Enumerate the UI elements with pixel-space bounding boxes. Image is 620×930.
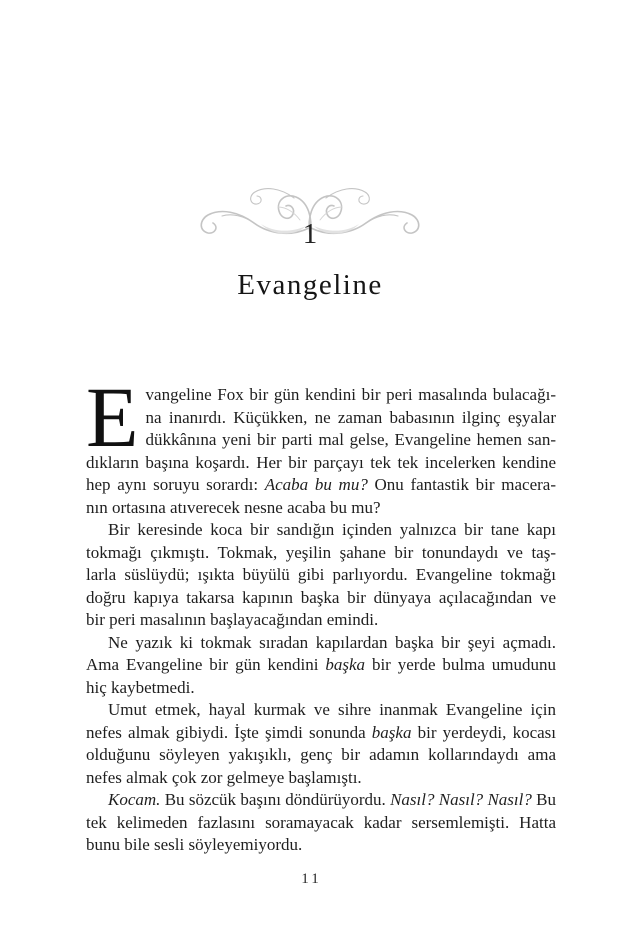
text-line: [86, 564, 556, 587]
text-segment: bir peri masalının başlayacağından emindi.: [86, 610, 379, 629]
text-line: [86, 767, 556, 790]
text-segment: hiç kaybetmedi.: [86, 677, 195, 697]
text-segment: Bir keresinde koca bir sandığın içinden yalnızca bir tane kapı: [108, 520, 556, 539]
text-segment: vangeline Fox bir gün kendini bir peri masalında bulacağı-: [145, 385, 556, 404]
text-line: [86, 384, 556, 407]
text-line: [86, 632, 556, 655]
text-segment: hep aynı soruyu sorardı:: [86, 475, 265, 494]
text-segment: doğru kapıya takarsa kapının başka bir dünyaya açılacağından ve: [86, 587, 556, 607]
text-line: [86, 497, 556, 520]
italic-text-segment: başka: [371, 722, 412, 742]
italic-text-segment: Acaba bu mu?: [264, 475, 368, 494]
text-line: [86, 722, 556, 745]
text-line: [86, 654, 556, 677]
chapter-title: Evangeline: [237, 269, 383, 302]
chapter-number: 1: [302, 218, 318, 250]
text-segment: nefes almak çok zor gelmeye başlamıştı.: [86, 767, 362, 787]
paragraph: [86, 789, 556, 857]
text-segment: tokmağı çıkmıştı. Tokmak, yeşilin şahane bir tonundaydı ve taş-: [86, 542, 556, 562]
text-line: [86, 407, 556, 430]
text-segment: dükkânına yeni bir parti mal gelse, Evangeline hemen san-: [145, 430, 556, 449]
text-segment: Umut etmek, hayal kurmak ve sihre inanmak Evangeline için: [108, 700, 556, 719]
text-line: [86, 474, 556, 497]
text-segment: Bu: [531, 790, 557, 809]
italic-text-segment: başka: [325, 655, 366, 674]
text-line: [86, 452, 556, 475]
paragraph: [86, 519, 556, 632]
text-segment: Bu sözcük başını döndürüyordu.: [160, 790, 391, 809]
text-line: [86, 609, 556, 632]
text-segment: Ama Evangeline bir gün kendini: [86, 655, 326, 674]
paragraph: [86, 369, 556, 519]
text-line: [86, 587, 556, 610]
paragraph: [86, 632, 556, 700]
text-segment: nefes almak gibiydi. İşte şimdi sonunda: [86, 722, 372, 742]
drop-cap: E: [86, 369, 139, 465]
text-line: [86, 519, 556, 542]
text-line: [86, 812, 556, 835]
text-segment: bir yerde bulma umudunu: [365, 655, 557, 674]
text-line: [86, 429, 556, 452]
text-segment: bir yerdeydi, kocası: [411, 722, 556, 742]
paragraph: [86, 699, 556, 789]
text-segment: bunu bile sesli söyleyemiyordu.: [86, 835, 303, 854]
body-text: [86, 369, 557, 857]
text-segment: olduğunu söyleyen yakışıklı, genç bir adamın kollarındaydı ama: [86, 745, 556, 764]
text-segment: Ne yazık ki tokmak sıradan kapılardan başka bir şeyi açmadı.: [108, 632, 556, 652]
text-segment: tek kelimeden fazlasını soramayacak kadar sersemlemişti. Hatta: [86, 812, 556, 832]
text-segment: Onu fantastik bir macera-: [367, 475, 556, 494]
text-segment: na inanırdı. Küçükken, ne zaman babasının ilginç eşyalar: [145, 407, 556, 427]
italic-text-segment: Kocam.: [108, 790, 161, 809]
text-line: [86, 834, 556, 857]
italic-text-segment: Nasıl? Nasıl? Nasıl?: [390, 790, 532, 809]
text-line: [86, 542, 556, 565]
text-line: [86, 699, 556, 722]
text-segment: nın ortasına atıverecek nesne acaba bu mu?: [86, 497, 381, 517]
text-segment: larla süslüydü; ışıkta büyülü gibi parlıyordu. Evangeline tokmağı: [86, 565, 556, 584]
text-segment: dıkların başına koşardı. Her bir parçayı tek tek incelerken kendine: [86, 452, 556, 472]
text-line: [86, 677, 556, 700]
page-number: 11: [301, 871, 322, 887]
text-line: [86, 744, 556, 767]
text-line: [86, 789, 556, 812]
